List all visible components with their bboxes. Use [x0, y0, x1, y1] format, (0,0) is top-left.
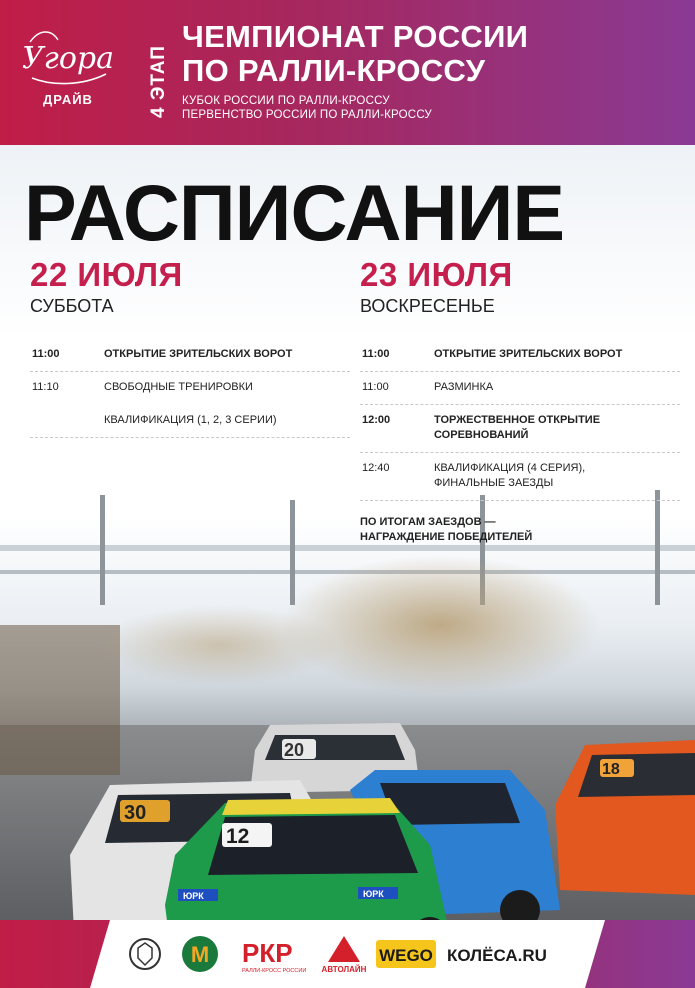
day-date: 23 ИЮЛЯ — [360, 256, 513, 293]
day-sunday — [360, 258, 680, 545]
schedule-row — [360, 453, 680, 501]
event-label: ТОРЖЕСТВЕННОЕ ОТКРЫТИЕ СОРЕВНОВАНИЙ — [434, 414, 601, 441]
schedule-row — [360, 405, 680, 453]
svg-text:КОЛЁСА.RU: КОЛЁСА.RU — [447, 946, 547, 965]
title-line-1: ЧЕМПИОНАТ РОССИИ — [182, 19, 529, 54]
event-label: ОТКРЫТИЕ ЗРИТЕЛЬСКИХ ВОРОТ — [104, 348, 293, 360]
row-time: 11:00 — [362, 381, 389, 393]
title-line-2: ПО РАЛЛИ-КРОССУ — [182, 53, 486, 88]
car-sticker-left: ЮРК — [183, 891, 204, 901]
awards-note-line-1: ПО ИТОГАМ ЗАЕЗДОВ — — [360, 516, 496, 528]
row-event — [434, 380, 659, 395]
rally-cars-photo — [0, 555, 695, 920]
crest-logo — [128, 934, 162, 974]
event-label: СВОБОДНЫЕ ТРЕНИРОВКИ — [104, 381, 253, 393]
awards-note — [360, 515, 680, 545]
wego-logo — [375, 934, 437, 974]
svg-text:М: М — [190, 942, 210, 967]
sponsor-footer — [0, 920, 695, 988]
day-weekday: СУББОТА — [30, 296, 114, 316]
schedule-row — [360, 339, 680, 372]
rkr-logo — [240, 934, 310, 974]
row-time: 11:10 — [32, 381, 59, 393]
event-label: КВАЛИФИКАЦИЯ (1, 2, 3 СЕРИИ) — [104, 414, 277, 426]
svg-text:АВТОЛАЙН: АВТОЛАЙН — [321, 965, 367, 974]
row-time: 12:00 — [362, 414, 391, 426]
subtitle-line-2: ПЕРВЕНСТВО РОССИИ ПО РАЛЛИ-КРОССУ — [182, 109, 432, 121]
logo-subtitle: ДРАЙВ — [43, 92, 93, 107]
logo-script — [22, 20, 114, 90]
day-weekday: ВОСКРЕСЕНЬЕ — [360, 296, 495, 316]
car-18 — [555, 740, 695, 895]
svg-text:WEGO: WEGO — [379, 946, 433, 965]
event-label: РАЗМИНКА — [434, 381, 494, 393]
header-banner — [0, 0, 695, 145]
m-logo — [180, 934, 220, 974]
schedule-row — [30, 339, 350, 372]
car-number-12: 12 — [226, 825, 250, 848]
schedule-row — [30, 372, 350, 438]
avtolayn-logo — [320, 934, 368, 974]
row-event — [434, 413, 659, 443]
car-number-20: 20 — [284, 740, 305, 760]
row-event — [104, 380, 329, 428]
car-sticker-right: ЮРК — [363, 889, 384, 899]
schedule-section — [0, 145, 695, 920]
car-number-30: 30 — [124, 802, 147, 824]
championship-subtitle — [182, 94, 432, 122]
schedule-row — [360, 372, 680, 405]
row-event — [104, 347, 329, 362]
stage-label: 4 ЭТАП — [148, 45, 169, 118]
row-time: 12:40 — [362, 462, 390, 474]
car-number-18: 18 — [602, 761, 620, 778]
day-saturday — [30, 258, 350, 438]
row-event — [434, 461, 659, 491]
row-time: 11:00 — [362, 348, 390, 360]
schedule-table — [30, 339, 350, 438]
awards-note-line-2: НАГРАЖДЕНИЕ ПОБЕДИТЕЛЕЙ — [360, 531, 533, 543]
schedule-heading: РАСПИСАНИЕ — [24, 168, 565, 257]
event-label: КВАЛИФИКАЦИЯ (4 СЕРИЯ), ФИНАЛЬНЫЕ ЗАЕЗДЫ — [434, 462, 586, 489]
row-time: 11:00 — [32, 348, 60, 360]
row-event — [434, 347, 659, 362]
svg-text:Угора: Угора — [22, 41, 114, 76]
subtitle-line-1: КУБОК РОССИИ ПО РАЛЛИ-КРОССУ — [182, 95, 390, 107]
event-label: ОТКРЫТИЕ ЗРИТЕЛЬСКИХ ВОРОТ — [434, 348, 623, 360]
schedule-table — [360, 339, 680, 501]
svg-text:РАЛЛИ-КРОСС РОССИИ: РАЛЛИ-КРОСС РОССИИ — [242, 968, 307, 974]
svg-text:РКР: РКР — [242, 938, 293, 968]
championship-title — [182, 20, 528, 88]
sponsor-panel — [90, 920, 605, 988]
kolesa-logo — [445, 934, 565, 974]
day-date: 22 ИЮЛЯ — [30, 256, 183, 293]
ugora-drive-logo — [22, 20, 112, 120]
